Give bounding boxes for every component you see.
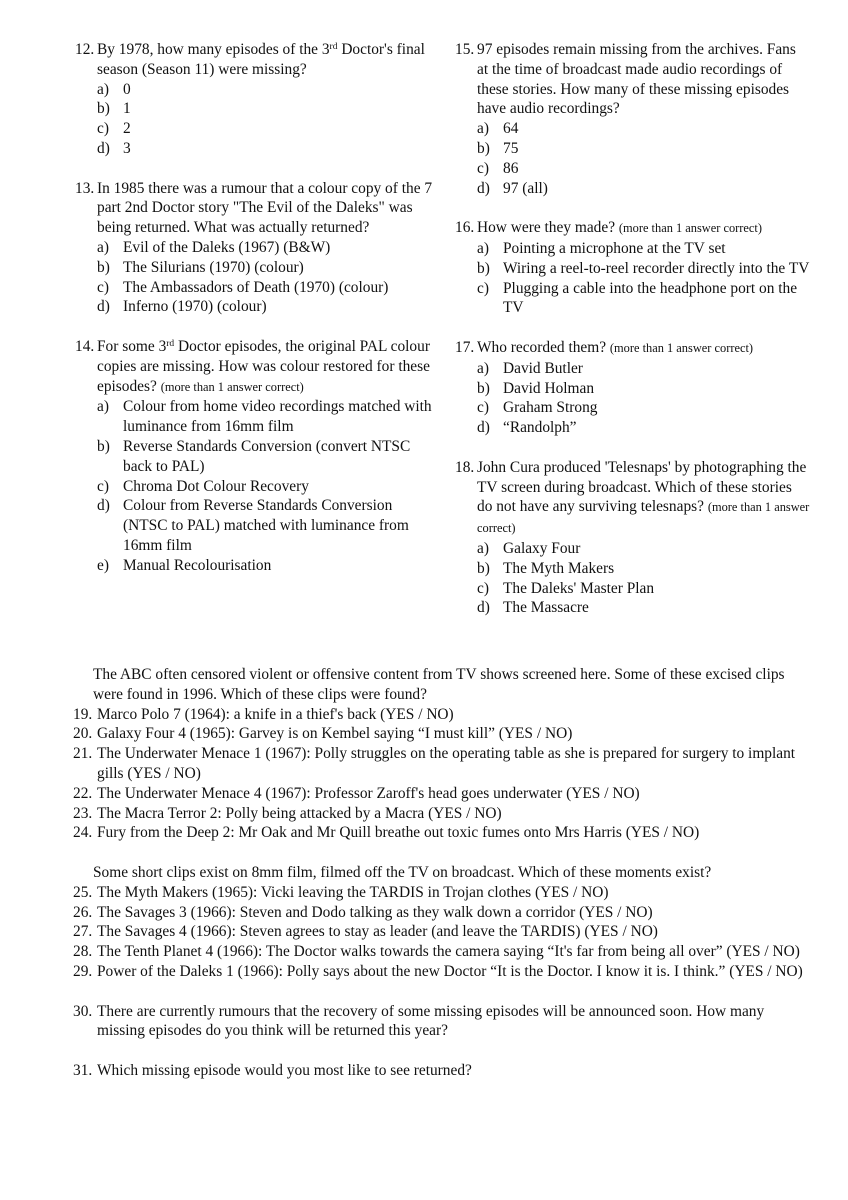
bottom-section	[73, 665, 813, 1081]
list-item: 20. Galaxy Four 4 (1965): Garvey is on Kembel saying “I must kill” (YES / NO)	[73, 725, 573, 743]
list-item: 28. The Tenth Planet 4 (1966): The Doctor walks towards the camera saying “It's far from being all over” (YES / NO)	[73, 943, 800, 961]
list-item: 24. Fury from the Deep 2: Mr Oak and Mr Quill breathe out toxic fumes onto Mrs Harris (YES / NO)	[73, 824, 700, 842]
answer-note: (more than 1 answer correct)	[160, 379, 304, 394]
answer-option: d) Colour from Reverse Standards Conversion (NTSC to PAL) matched with luminance from 16mm film	[97, 497, 409, 554]
list-item: 26. The Savages 3 (1966): Steven and Dodo talking as they walk down a corridor (YES / NO)	[73, 903, 653, 921]
question-14	[75, 337, 435, 576]
answer-option: b) David Holman	[477, 379, 595, 397]
answer-options	[97, 397, 435, 575]
answer-options	[97, 80, 435, 159]
question-number: 12.	[75, 41, 95, 58]
right-column	[455, 40, 810, 638]
question-number: 14.	[75, 337, 95, 355]
question-text: 97 episodes remain missing from the archives. Fans at the time of broadcast made audio recordings of these stories. How many of these missing episodes have audio recordings?	[477, 41, 796, 118]
answer-note: (more than 1 answer correct)	[618, 221, 762, 236]
question-text: Who recorded them? (more than 1 answer correct)	[477, 338, 754, 356]
answer-option: d) Inferno (1970) (colour)	[97, 298, 267, 316]
question-number: 17.	[455, 338, 475, 356]
answer-option: a) Evil of the Daleks (1967) (B&W)	[97, 238, 331, 256]
answer-note: (more than 1 answer correct)	[477, 500, 810, 536]
answer-option: e) Manual Recolourisation	[97, 556, 272, 574]
answer-options	[97, 238, 435, 317]
question-31: 31. Which missing episode would you most like to see returned?	[73, 1061, 472, 1079]
answer-option: b) The Silurians (1970) (colour)	[97, 258, 304, 276]
question-text: John Cura produced 'Telesnaps' by photographing the TV screen during broadcast. Which of these stories do not have any surviving telesnaps? (more than 1 answer correct)	[477, 458, 810, 536]
question-text: In 1985 there was a rumour that a colour copy of the 7 part 2nd Doctor story "The Evil of the Daleks" was being returned. What was actually returned?	[97, 179, 433, 237]
list-item: 25. The Myth Makers (1965): Vicki leaving the TARDIS in Trojan clothes (YES / NO)	[73, 883, 609, 901]
answer-option: d) The Massacre	[477, 599, 589, 617]
list-item: 22. The Underwater Menace 4 (1967): Professor Zaroff's head goes underwater (YES / NO)	[73, 784, 640, 802]
question-17	[455, 338, 810, 438]
question-16	[455, 218, 810, 318]
answer-option: a) David Butler	[477, 359, 583, 377]
question-13	[75, 179, 435, 318]
answer-options	[477, 239, 810, 318]
list-item: 19. Marco Polo 7 (1964): a knife in a thief's back (YES / NO)	[73, 705, 454, 723]
answer-option: c) The Daleks' Master Plan	[477, 579, 655, 597]
answer-option: c) Chroma Dot Colour Recovery	[97, 477, 309, 495]
answer-option: d) 3	[97, 139, 131, 157]
answer-option: c) The Ambassadors of Death (1970) (colour)	[97, 278, 389, 296]
list-item: 21. The Underwater Menace 1 (1967): Polly struggles on the operating table as she is prepared for surgery to implant gills (YES / NO)	[73, 745, 796, 782]
answer-option: c) Plugging a cable into the headphone port on the TV	[477, 279, 798, 317]
section-intro: Some short clips exist on 8mm film, filmed off the TV on broadcast. Which of these moments exist?	[93, 863, 712, 881]
question-number: 13.	[75, 179, 95, 197]
question-number: 18.	[455, 458, 475, 476]
list-item: 23. The Macra Terror 2: Polly being attacked by a Macra (YES / NO)	[73, 804, 502, 822]
left-column	[75, 40, 435, 595]
answer-option: c) 2	[97, 120, 131, 138]
answer-option: a) Pointing a microphone at the TV set	[477, 239, 726, 257]
answer-options	[477, 119, 810, 198]
answer-option: b) 1	[97, 100, 131, 118]
answer-note: (more than 1 answer correct)	[609, 340, 754, 355]
answer-option: b) The Myth Makers	[477, 559, 615, 577]
question-number: 16.	[455, 219, 475, 237]
answer-option: a) Galaxy Four	[477, 539, 581, 557]
question-30: 30. There are currently rumours that the recovery of some missing episodes will be announced soon. How many missing episodes do you think will be returned this year?	[73, 1002, 765, 1040]
question-15	[455, 40, 810, 198]
question-18	[455, 458, 810, 618]
answer-option: a) 0	[97, 80, 131, 98]
list-item: 29. Power of the Daleks 1 (1966): Polly says about the new Doctor “It is the Doctor. I know it is. I think.” (YES / NO)	[73, 962, 803, 980]
answer-option: b) 75	[477, 139, 519, 157]
question-text: For some 3rd Doctor episodes, the original PAL colour copies are missing. How was colour restored for these episodes? (more than 1 answer correct)	[97, 337, 430, 395]
answer-option: a) Colour from home video recordings matched with luminance from 16mm film	[97, 398, 432, 436]
answer-options	[477, 359, 810, 438]
answer-option: c) 86	[477, 159, 519, 177]
question-12	[75, 40, 435, 159]
answer-option: b) Wiring a reel-to-reel recorder directly into the TV	[477, 259, 810, 277]
answer-option: a) 64	[477, 120, 519, 138]
question-text: By 1978, how many episodes of the 3rd Doctor's final season (Season 11) were missing?	[97, 41, 425, 78]
question-number: 15.	[455, 41, 475, 58]
question-text: How were they made? (more than 1 answer correct)	[477, 219, 762, 237]
answer-option: b) Reverse Standards Conversion (convert NTSC back to PAL)	[97, 437, 411, 475]
answer-option: c) Graham Strong	[477, 399, 598, 417]
list-item: 27. The Savages 4 (1966): Steven agrees to stay as leader (and leave the TARDIS) (YES / NO)	[73, 923, 658, 941]
answer-options	[477, 539, 810, 618]
answer-option: d) 97 (all)	[477, 179, 548, 197]
section-intro: The ABC often censored violent or offensive content from TV shows screened here. Some of these excised clips were found in 1996. Which of these clips were found?	[93, 666, 785, 703]
answer-option: d) “Randolph”	[477, 419, 577, 437]
